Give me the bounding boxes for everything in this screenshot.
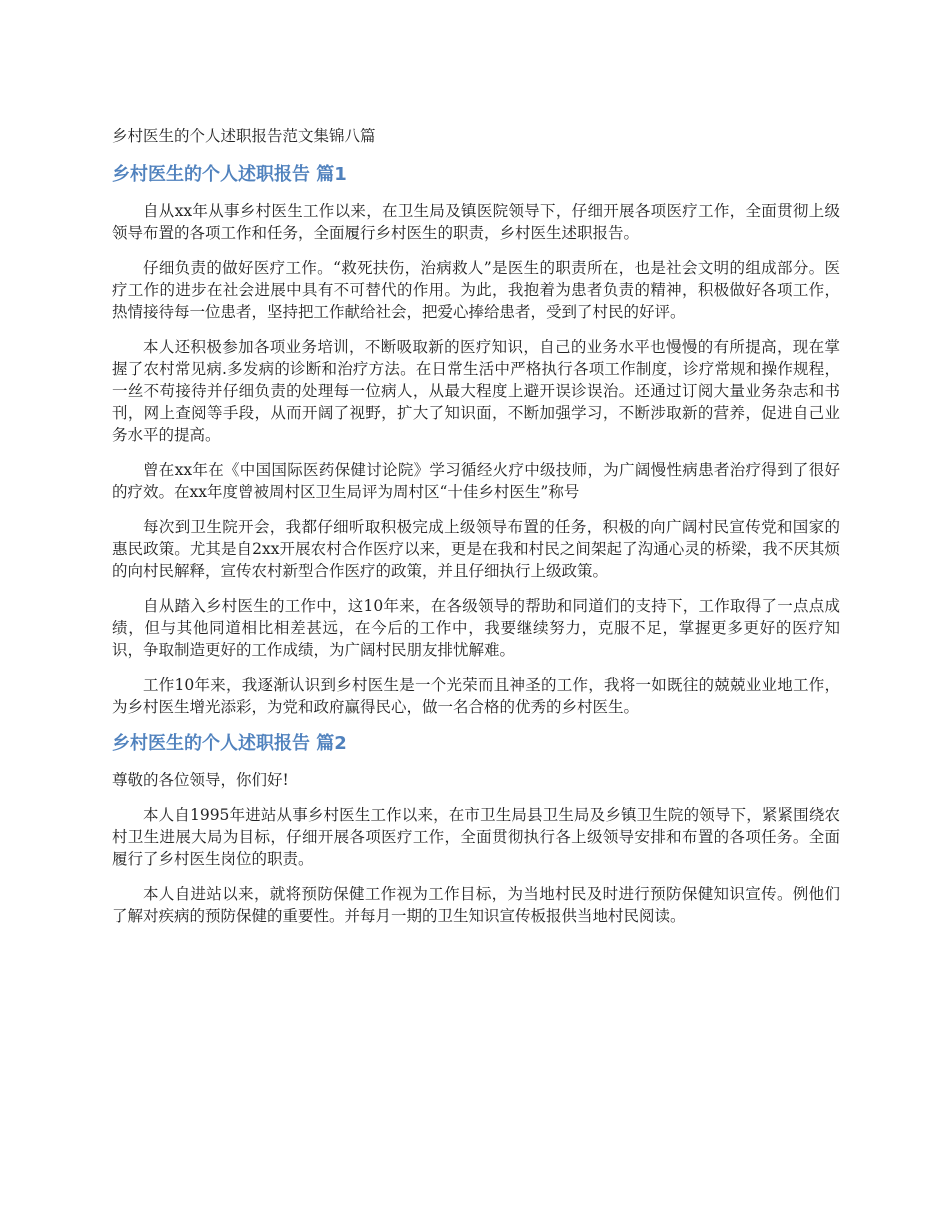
paragraph: 自从踏入乡村医生的工作中，这10年来，在各级领导的帮助和同道们的支持下，工作取得了一点点成绩，但与其他同道相比相差甚远，在今后的工作中，我要继续努力，克服不足，掌握更多更好的医疗知识，争取制造更好的工作成绩，为广阔村民朋友排忧解难。 [112,597,840,659]
greeting: 尊敬的各位领导，你们好! [112,771,289,789]
paragraph: 本人还积极参加各项业务培训，不断吸取新的医疗知识，自己的业务水平也慢慢的有所提高，现在掌握了农村常见病.多发病的诊断和治疗方法。在日常生活中严格执行各项工作制度，诊疗常规和操作规程，一丝不苟接待并仔细负责的处理每一位病人，从最大程度上避开误诊误治。还通过订阅大量业务杂志和书刊，网上查阅等手段，从而开阔了视野，扩大了知识面，不断加强学习，不断涉取新的营养，促进自己业务水平的提高。 [112,338,840,444]
paragraph: 曾在xx年在《中国国际医药保健讨论院》学习循经火疗中级技师，为广阔慢性病患者治疗得到了很好的疗效。在xx年度曾被周村区卫生局评为周村区“十佳乡村医生”称号 [112,461,840,501]
paragraph: 自从xx年从事乡村医生工作以来，在卫生局及镇医院领导下，仔细开展各项医疗工作，全面贯彻上级领导布置的各项工作和任务，全面履行乡村医生的职责，乡村医生述职报告。 [112,202,840,242]
document-page [112,124,840,940]
section-2 [112,731,840,927]
paragraph: 仔细负责的做好医疗工作。“救死扶伤，治病救人”是医生的职责所在，也是社会文明的组成部分。医疗工作的进步在社会进展中具有不可替代的作用。为此，我抱着为患者负责的精神，积极做好各项工作，热情接待每一位患者，坚持把工作献给社会，把爱心捧给患者，受到了村民的好评。 [112,259,840,321]
paragraph: 每次到卫生院开会，我都仔细听取积极完成上级领导布置的任务，积极的向广阔村民宣传党和国家的惠民政策。尤其是自2xx开展农村合作医疗以来，更是在我和村民之间架起了沟通心灵的桥梁，我不厌其烦的向村民解释，宣传农村新型合作医疗的政策，并且仔细执行上级政策。 [112,518,840,580]
section-heading: 乡村医生的个人述职报告 篇2 [112,733,347,754]
paragraph: 工作10年来，我逐渐认识到乡村医生是一个光荣而且神圣的工作，我将一如既往的兢兢业业地工作，为乡村医生增光添彩，为党和政府赢得民心，做一名合格的优秀的乡村医生。 [112,676,840,716]
paragraph: 本人自1995年进站从事乡村医生工作以来，在市卫生局县卫生局及乡镇卫生院的领导下，紧紧围绕农村卫生进展大局为目标，仔细开展各项医疗工作，全面贯彻执行各上级领导安排和布置的各项任务。全面履行了乡村医生岗位的职责。 [112,806,840,868]
section-heading: 乡村医生的个人述职报告 篇1 [112,164,347,185]
section-1 [112,162,840,718]
paragraph: 本人自进站以来，就将预防保健工作视为工作目标，为当地村民及时进行预防保健知识宣传。例他们了解对疾病的预防保健的重要性。并每月一期的卫生知识宣传板报供当地村民阅读。 [112,885,840,925]
document-title: 乡村医生的个人述职报告范文集锦八篇 [112,127,376,145]
